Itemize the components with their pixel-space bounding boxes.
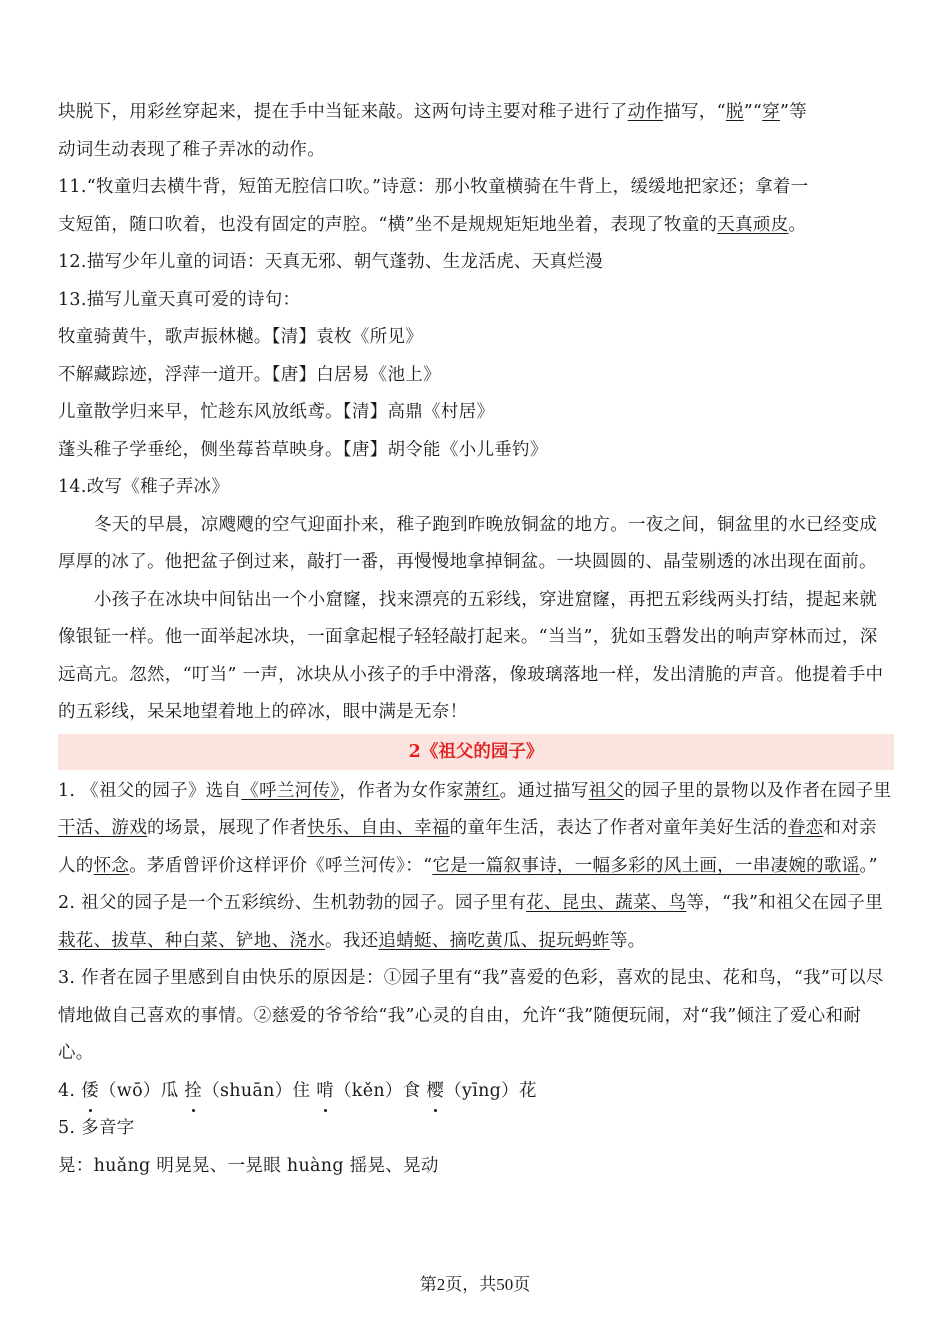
text-span: 块脱下，用彩丝穿起来，提在手中当钲来敲。这两句诗主要对稚子进行了 [58, 102, 628, 122]
text-span: 描写，“ [663, 102, 726, 122]
text-span: ”等 [780, 102, 808, 122]
underlined-answer: 萧红 [464, 780, 500, 801]
text-line: 14.改写《稚子弄冰》 [58, 477, 230, 497]
text-span: 。我还 [325, 930, 379, 951]
paragraph [58, 885, 894, 960]
underlined-answer: 天真顽皮 [717, 214, 789, 235]
text-line [58, 207, 894, 245]
text-span: 和对亲人的 [58, 818, 877, 876]
text-line: 晃：huǎng 明晃晃、一晃眼 huàng 摇晃、晃动 [58, 1155, 439, 1176]
paragraph: 3. 作者在园子里感到自由快乐的原因是：①园子里有“我”喜爱的色彩，喜欢的昆虫、花和鸟，“我”可以尽情地做自己喜欢的事情。②慈爱的爷爷给“我”心灵的自由，允许“我”随便玩闹，对“我”倾注了爱心和耐心。 [58, 968, 884, 1063]
text-span: 等。 [609, 930, 646, 951]
text-span: 的童年生活，表达了作者对童年美好生活的 [449, 818, 788, 838]
text-line: 11.“牧童归去横牛背，短笛无腔信口吹。”诗意：那小牧童横骑在牛背上，缓缓地把家还；拿着一 [58, 177, 809, 197]
text-span: 。 [788, 214, 807, 235]
text-line: 5. 多音字 [58, 1118, 135, 1138]
dotted-character: 倭 [81, 1073, 99, 1111]
underlined-answer: 眷恋 [787, 818, 824, 838]
page-footer: 第2页，共50页 [419, 1275, 531, 1294]
underlined-answer: 《呼兰河传》 [241, 780, 340, 801]
dotted-character: 樱 [426, 1073, 444, 1111]
page-content [58, 94, 894, 1185]
section-heading: 2《祖父的园子》 [58, 734, 894, 770]
text-line: 12.描写少年儿童的词语：天真无邪、朝气蓬勃、生龙活虎、天真烂漫 [58, 252, 603, 272]
text-span: ，作者为女作家 [339, 780, 465, 801]
underlined-answer: 动作 [627, 102, 664, 122]
text-span: 4. [58, 1080, 82, 1101]
paragraph: 冬天的早晨，凉飕飕的空气迎面扑来，稚子跑到昨晚放铜盆的地方。一夜之间，铜盆里的水已经变成厚厚的冰了。他把盆子倒过来，敲打一番，再慢慢地拿掉铜盆。一块圆圆的、晶莹剔透的冰出现在面前。 [58, 514, 878, 572]
pronunciation-line [58, 1073, 894, 1111]
poem-line: 不解藏踪迹，浮萍一道开。【唐】白居易《池上》 [58, 364, 441, 385]
underlined-answer: 穿 [762, 102, 780, 122]
text-span: 2. 祖父的园子是一个五彩缤纷、生机勃勃的园子。园子里有 [58, 893, 527, 913]
text-span: 等，“我”和祖父在园子里 [686, 893, 883, 913]
pinyin: （yīng）花 [444, 1080, 537, 1101]
text-span: 。茅盾曾评价这样评价《呼兰河传》：“ [129, 855, 433, 876]
pinyin: （kěn）食 [334, 1080, 427, 1101]
underlined-answer: 它是一篇叙事诗，一幅多彩的风土画，一串凄婉的歌谣 [432, 855, 860, 876]
dotted-character: 啃 [316, 1073, 334, 1111]
paragraph [58, 773, 894, 886]
text-span: ”“ [743, 102, 763, 122]
poem-line: 牧童骑黄牛，歌声振林樾。【清】袁枚《所见》 [58, 327, 424, 347]
text-span: 。通过描写 [499, 780, 589, 801]
text-span: 支短笛，随口吹着，也没有固定的声腔。“横”坐不是规规矩矩地坐着，表现了牧童的 [58, 214, 718, 235]
underlined-answer: 快乐、自由、幸福 [307, 818, 450, 838]
text-span: 的场景，展现了作者 [147, 818, 308, 838]
dotted-character: 拴 [184, 1073, 202, 1111]
underlined-answer: 花、昆虫、蔬菜、鸟 [526, 893, 687, 913]
underlined-answer: 干活、游戏 [58, 818, 147, 838]
underlined-answer: 追蜻蜓、摘吃黄瓜、捉玩蚂蚱 [378, 930, 610, 951]
underlined-answer: 栽花、拔草、种白菜、铲地、浇水 [58, 930, 325, 951]
pinyin: （shuān）住 [202, 1080, 317, 1101]
text-line: 动词生动表现了稚子弄冰的动作。 [58, 139, 325, 160]
underlined-answer: 脱 [725, 102, 744, 122]
underlined-answer: 怀念 [93, 855, 130, 876]
underlined-answer: 祖父 [588, 780, 625, 801]
text-line: 13.描写儿童天真可爱的诗句： [58, 289, 301, 310]
paragraph: 小孩子在冰块中间钻出一个小窟窿，找来漂亮的五彩线，穿进窟窿，再把五彩线两头打结，提起来就像银钲一样。他一面举起冰块，一面拿起棍子轻轻敲打起来。“当当”，犹如玉磬发出的响声穿林而过，深远高亢。忽然，“叮当” 一声，冰块从小孩子的手中滑落，像玻璃落地一样，发出清脆的声音。他提着手中的五彩线，呆呆地望着地上的碎冰，眼中满是无奈！ [58, 589, 884, 722]
text-span: 1. 《祖父的园子》选自 [58, 780, 242, 801]
text-span: 。” [859, 855, 878, 876]
poem-line: 儿童散学归来早，忙趁东风放纸鸢。【清】高鼎《村居》 [58, 402, 495, 422]
poem-line: 蓬头稚子学垂纶，侧坐莓苔草映身。【唐】胡令能《小儿垂钓》 [58, 439, 548, 460]
text-line [58, 94, 894, 132]
pinyin: （wō）瓜 [98, 1080, 185, 1101]
text-span: 的园子里的景物以及作者在园子里 [624, 780, 892, 801]
